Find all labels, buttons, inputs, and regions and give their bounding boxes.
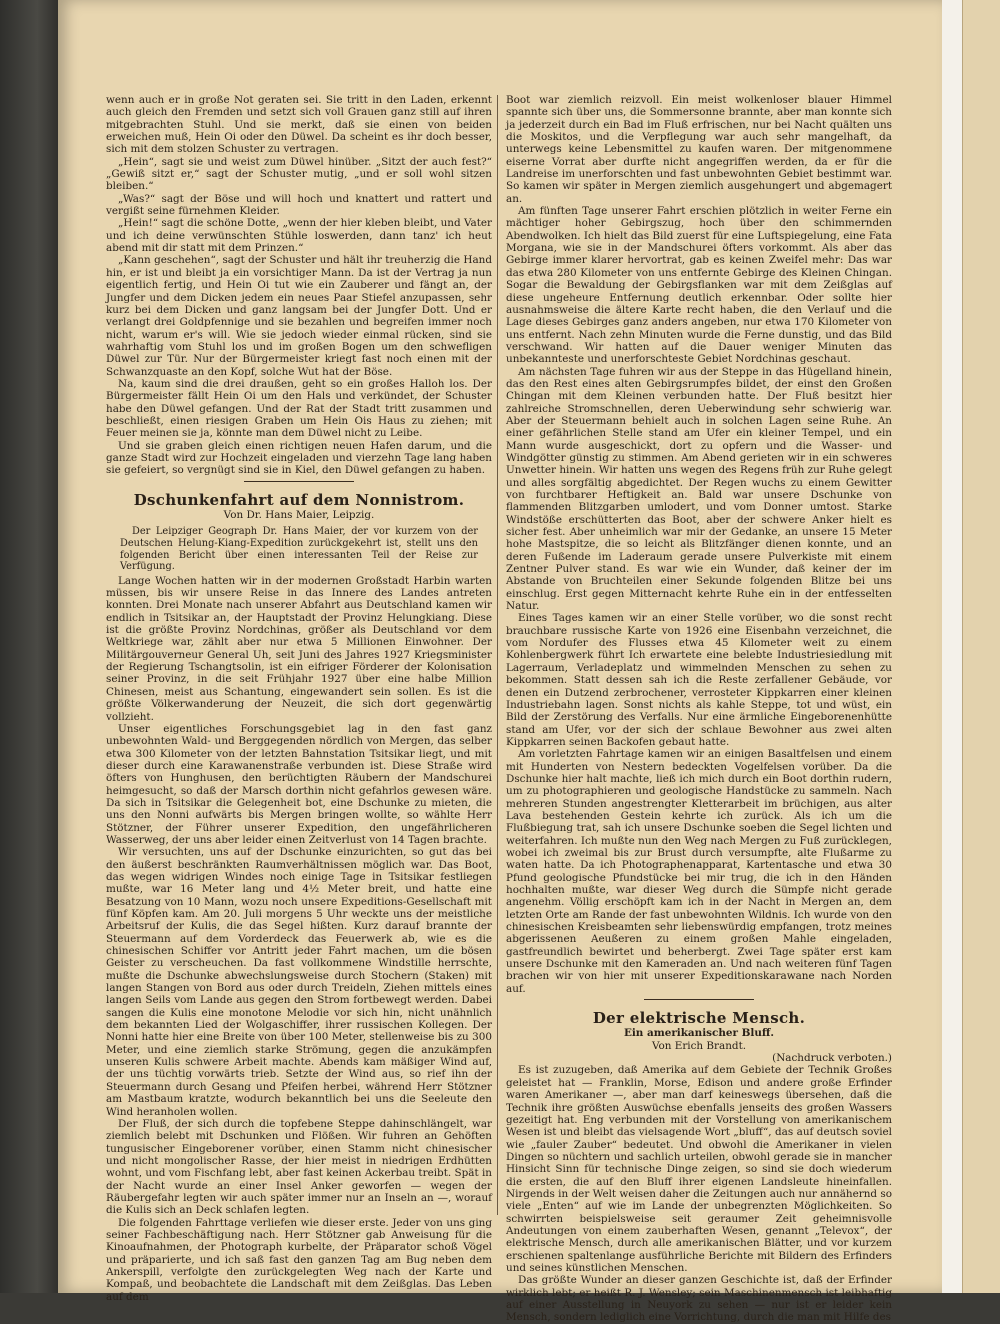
story-paragraph: „Hein!“ sagt die schöne Dotte, „wenn der hier kleben bleibt, und Vater und ich deine verwünschten Stühle loswerden, dann tanz' ich heut abend mit dir statt mit dem Prinzen.“ <box>106 217 492 255</box>
article-paragraph: Am fünften Tage unserer Fahrt erschien plötzlich in weiter Ferne ein mächtiger hoher Gebirgszug, hoch über den schimmernden Abendwolken. Ich hielt das Bild zuerst für eine Luftspiegelung, eine Fata Morgana, wie sie in der Mandschurei öfters vorkommt. Als aber das Gebirge immer klarer hervortrat, gab es keinen Zweifel mehr: Das war das etwa 280 Kilometer von uns entfernte Gebirge des Kleinen Chingan. Sogar die Bewaldung der Gebirgsflanken war mit dem Zeißglas auf diese ungeheure Entfernung deutlich erkennbar. Oder sollte hier ausnahmsweise die ältere Karte recht haben, die den Verlauf und die Lage dieses Gebirges ganz anders angeben, nur etwa 170 Kilometer von uns entfernt. Nach zehn Minuten wurde die Ferne dunstig, und das Bild verschwand. Wir hatten auf die Dauer weniger Minuten das unbekannteste und unerforschteste Gebiet Nordchinas geschaut. <box>506 205 892 366</box>
adjacent-page-edge <box>962 0 1000 1293</box>
article-paragraph: Die folgenden Fahrttage verliefen wie dieser erste. Jeder von uns ging seiner Fachbeschäftigung nach. Herr Stötzner gab Anweisung für die Kinoaufnahmen, der Photograph kurbelte, der Präparator schoß Vögel und präparierte, und ich saß fast den ganzen Tag am Bug neben dem Ankerspill, verfolgte den zurückgelegten Weg nach der Karte und Kompaß, und beobachtete die Landschaft mit dem Zeißglas. Das Leben auf dem <box>106 1216 492 1303</box>
article-paragraph: Unser eigentliches Forschungsgebiet lag in den fast ganz unbewohnten Wald- und Berggegenden nördlich von Mergen, das selber etwa 300 Kilometer von der letzten Bahnstation Tsitsikar liegt, und mit dieser durch eine Karawanenstraße verbunden ist. Diese Straße wird öfters von Hunghusen, den berüchtigten Räubern der Mandschurei heimgesucht, so daß der Marsch dorthin nicht gefahrlos gewesen wäre. Da sich in Tsitsikar die Gelegenheit bot, eine Dschunke zu mieten, die uns den Nonni aufwärts bis Mergen bringen wollte, so wählte Herr Stötzner, der Führer unserer Expedition, den ungefährlicheren Wasserweg, der uns aber leider einen Zeitverlust von 14 Tagen brachte. <box>106 722 492 846</box>
page-gap <box>942 0 962 1293</box>
section-rule <box>244 481 354 482</box>
article2-byline: Von Erich Brandt. <box>651 1039 747 1052</box>
article-paragraph: Wir versuchten, uns auf der Dschunke einzurichten, so gut das bei den äußerst beschränkten Raumverhältnissen möglich war. Das Boot, das wegen widrigen Windes noch einige Tage in Tsitsikar festliegen mußte, war 16 Meter lang und 4½ Meter breit, und hatte eine Besatzung von 10 Mann, wozu noch unsere Expeditions-Gesellschaft mit fünf Köpfen kam. Am 20. Juli morgens 5 Uhr weckte uns der meistliche Arbeitsruf der Kulis, die das Segel hißten. Kurz darauf brannte der Steuermann auf dem Vorderdeck das Feuerwerk ab, wie es die chinesischen Schiffer vor Antritt jeder Fahrt machen, um die bösen Geister zu verscheuchen. Da fast vollkommene Windstille herrschte, mußte die Dschunke abwechslungsweise durch Stochern (Staken) mit langen Stangen von Bord aus oder durch Treideln, Ziehen mittels eines langen Seils vom Lande aus gegen den Strom fortbewegt werden. Dabei sangen die Kulis eine monotone Melodie vor sich hin, nicht unähnlich dem bekannten Lied der Wolgaschiffer, ihrer russischen Kollegen. Der Nonni hatte hier eine Breite von über 100 Meter, stellenweise bis zu 300 Meter, und eine ziemlich starke Strömung, gegen die anzukämpfen unseren Kulis schwere Arbeit machte. Abends kam mäßiger Wind auf, der uns tüchtig vorwärts trieb. Setzte der Wind aus, so rief ihn der Steuermann durch Gesang und Pfeifen herbei, während Herr Stötzner am Mastbaum kratzte, wodurch bekanntlich bei uns die Seeleute den Wind heranholen wollen. <box>106 846 492 1118</box>
section-rule <box>644 999 754 1000</box>
story-paragraph: „Was?“ sagt der Böse und will hoch und knattert und rattert und vergißt seine fürnehmen Kleider. <box>106 192 492 218</box>
article-paragraph: Am nächsten Tage fuhren wir aus der Steppe in das Hügelland hinein, das den Rest eines alten Gebirgsrumpfes bildet, der einst den Großen Chingan mit dem Kleinen verbunden hatte. Der Fluß besitzt hier zahlreiche Stromschnellen, deren Ueberwindung sehr schwierig war. Aber der Steuermann behielt auch in solchen Lagen seine Ruhe. An einer gefährlichen Stelle stand am Ufer ein kleiner Tempel, und ein Mann wurde ausgeschickt, dort zu opfern und die Wasser- und Windgötter günstig zu stimmen. Am Abend gerieten wir in ein schweres Unwetter hinein. Wir hatten uns wegen des Regens früh zur Ruhe gelegt und alles sorgfältig abgedichtet. Der Regen wuchs zu einem Gewitter von furchtbarer Heftigkeit an. Bald war unsere Dschunke von flammenden Blitzgarben umlodert, und vom Donner umtost. Starke Windstöße erschütterten das Boot, aber der schwere Anker hielt es sicher fest. Aber unheimlich war mir der Gedanke, an unsere 15 Meter hohe Mastspitze, die so leicht als Blitzfänger dienen konnte, und an deren Fußende im Laderaum gerade unsere Pulverkiste mit einem Zentner Pulver stand. Es war wie ein Wunder, daß keiner der im Abstande von Bruchteilen einer Sekunde folgenden Blitze bei uns einschlug. Erst gegen Mitternacht kehrte Ruhe ein in der entfesselten Natur. <box>506 365 892 613</box>
article2-paragraph: Es ist zuzugeben, daß Amerika auf dem Gebiete der Technik Großes geleistet hat — Franklin, Morse, Edison und andere große Erfinder waren Amerikaner —, aber man darf keineswegs übersehen, daß die Technik ihre größten Auswüchse ebenfalls jenseits des großen Wassers gezeitigt hat. Eng verbunden mit der Vorstellung von amerikanischem Wesen ist und bleibt das vielsagende Wort „bluff“, das auf deutsch soviel wie „fauler Zauber“ bedeutet. Und obwohl die Amerikaner in vielen Dingen so nüchtern und sachlich urteilen, obwohl gerade sie in mancher Hinsicht Sinn für technische Dinge zeigen, so sind sie doch wiederum die ersten, die auf den Bluff ihrer eigenen Landsleute hineinfallen. Nirgends in der Welt weisen daher die Zeitungen auch nur annähernd so viele „Enten“ auf wie im Lande der unbegrenzten Möglichkeiten. So schwirrten beispielsweise seit geraumer Zeit geheimnisvolle Andeutungen von einem zauberhaften Wesen, genannt „Televox“, der elektrische Mensch, durch alle amerikanischen Blätter, und vor kurzem erschienen spaltenlange ausführliche Berichte mit Bildern des Erfinders und seines künstlichen Menschen. <box>506 1064 892 1274</box>
article-paragraph: Eines Tages kamen wir an einer Stelle vorüber, wo die sonst recht brauchbare russische Karte von 1926 eine Eisenbahn verzeichnet, die vom Nordufer des Flusses etwa 45 Kilometer weit zu einem Kohlenbergwerk führt Ich erwartete eine belebte Industriesiedlung mit Lagerraum, Verladeplatz und wimmelnden Menschen zu sehen zu bekommen. Statt dessen sah ich die Reste zerfallener Gebäude, vor denen ein Dutzend zerbrochener, verrosteter Kippkarren einer kleinen Industriebahn lagen. Sonst nichts als kahle Steppe, tot und wüst, ein Bild der Zerstörung des Verfalls. Nur eine ärmliche Eingeborenenhütte stand am Ufer, vor der sich der schlaue Bewohner aus zwei alten Kippkarren seinen Backofen gebaut hatte. <box>506 612 892 748</box>
right-column <box>506 94 892 1324</box>
article2-title: Der elektrische Mensch. <box>592 1009 806 1028</box>
article-paragraph: Boot war ziemlich reizvoll. Ein meist wolkenloser blauer Himmel spannte sich über uns, die Sommersonne brannte, aber man konnte sich ja jederzeit durch ein Bad im Fluß erfrischen, nur bei Nacht quälten uns die Moskitos, und die Verpflegung war auch sehr mangelhaft, da unterwegs keine Lebensmittel zu kaufen waren. Der mitgenommene eiserne Vorrat aber durfte nicht angegriffen werden, da er für die Landreise im unerforschten und fast unbewohnten Gebiet bestimmt war. So kamen wir später in Mergen ziemlich ausgehungert und abgemagert an. <box>506 94 892 205</box>
article2-paragraph: Das größte Wunder an dieser ganzen Geschichte ist, daß der Erfinder wirklich lebt; er heißt R. J. Wensley; sein Maschinenmensch ist leibhaftig auf einer Ausstellung in Neuyork zu sehen — nur ist er leider kein Mensch, sondern lediglich eine Vorrichtung, durch die man mit Hilfe des <box>506 1274 892 1324</box>
article-paragraph: Lange Wochen hatten wir in der modernen Großstadt Harbin warten müssen, bis wir unsere Reise in das Innere des Landes antreten konnten. Drei Monate nach unserer Abfahrt aus Deutschland kamen wir endlich in Tsitsikar an, der Hauptstadt der Provinz Helungkiang. Diese ist die größte Provinz Nordchinas, größer als Deutschland vor dem Weltkriege war, zählt aber nur etwa 5 Millionen Einwohner. Der Militärgouverneur General Uh, seit Juni des Jahres 1927 Kriegsminister der Regierung Tschangtsolin, ist ein eifriger Förderer der Kolonisation seiner Provinz, in die seit Frühjahr 1927 über eine halbe Million Chinesen, meist aus Schantung, eingewandert sein sollen. Es ist die größte Völkerwanderung der Neuzeit, die sich dort gegenwärtig vollzieht. <box>106 574 492 723</box>
article-paragraph: Der Fluß, der sich durch die topfebene Steppe dahinschlängelt, war ziemlich belebt mit Dschunken und Flößen. Wir fuhren an Gehöften tungusischer Eingeborener vorüber, einen Stamm nicht chinesischer und nicht mongolischer Rasse, der hier meist in niedrigen Erdhütten wohnt, und vom Fischfang lebt, aber fast keinen Ackerbau treibt. Spät in der Nacht wurde an einer Insel Anker geworfen — wegen der Räubergefahr legten wir auch später immer nur an Inseln an —, worauf die Kulis sich an Deck schlafen legten. <box>106 1117 492 1217</box>
article-byline: Von Dr. Hans Maier, Leipzig. <box>223 509 375 521</box>
book-binding <box>0 0 62 1293</box>
left-column <box>106 94 492 1303</box>
story-paragraph: wenn auch er in große Not geraten sei. Sie tritt in den Laden, erkennt auch gleich den Fremden und setzt sich voll Grauen ganz still auf ihren mitgebrachten Stuhl. Und sie merkt, daß sie einen von beiden erweichen muß, Hein Oi oder den Düwel. Da scheint es ihr doch besser, sich mit dem stolzen Schuster zu vertragen. <box>106 94 492 156</box>
story-paragraph: „Kann geschehen“, sagt der Schuster und hält ihr treuherzig die Hand hin, er ist und bleibt ja ein vorsichtiger Mann. Da ist der Vertrag ja nun eigentlich fertig, und Hein Oi tut wie ein Zauberer und fängt an, der Jungfer und dem Dicken jedem ein neues Paar Stiefel anzupassen, sehr kurz bei dem Dicken und ganz langsam bei der Jungfer Dott. Und er verlangt drei Goldpfennige und sie bezahlen und begreifen immer noch nicht, warum er's will. Wie sie jedoch wieder einmal rücken, sind sie wahrhaftig vom Stuhl los und im großen Bogen um den schwefligen Düwel zur Tür. Nur der Bürgermeister kriegt fast noch einen mit der Schwanzquaste an den Kopf, solche Wut hat der Böse. <box>106 254 492 378</box>
story-paragraph: Na, kaum sind die drei draußen, geht so ein großes Halloh los. Der Bürgermeister fällt Hein Oi um den Hals und verkündet, der Schuster habe den Düwel gefangen. Und der Rat der Stadt tritt zusammen und beschließt, einen riesigen Graben um Hein Ois Haus zu ziehen; mit Feuer meinen sie ja, könnte man dem Düwel nicht zu Leibe. <box>106 377 492 440</box>
article-intro: Der Leipziger Geograph Dr. Hans Maier, der vor kurzem von der Deutschen Helung-Kiang-Expedition zurückgekehrt ist, stellt uns den folgenden Bericht über einen interessanten Teil der Reise zur Verfügung. <box>120 526 478 573</box>
story-paragraph: Und sie graben gleich einen richtigen neuen Hafen darum, und die ganze Stadt wird zur Hochzeit eingeladen und vierzehn Tage lang haben sie gefeiert, so vergnügt sind sie in Kiel, den Düwel gefangen zu haben. <box>106 439 492 477</box>
article-title: Dschunkenfahrt auf dem Nonnistrom. <box>133 490 465 509</box>
column-divider <box>497 95 498 1215</box>
reprint-note: (Nachdruck verboten.) <box>772 1052 892 1065</box>
article2-subtitle: Ein amerikanischer Bluff. <box>623 1027 775 1040</box>
article-paragraph: Am vorletzten Fahrtage kamen wir an einigen Basaltfelsen und einem mit Hunderten von Nestern bedeckten Vogelfelsen vorüber. Da die Dschunke hier halt machte, ließ ich mich durch ein Boot dorthin rudern, um zu photographieren und geologische Handstücke zu sammeln. Nach mehreren Stunden angestrengter Kletterarbeit im brüchigen, aus alter Lava bestehenden Gestein kehrte ich zurück. Als ich um die Flußbiegung trat, sah ich unsere Dschunke soeben die Segel lichten und weiterfahren. Ich mußte nun den Weg nach Mergen zu Fuß zurücklegen, wobei ich zweimal bis zur Brust durch versumpfte, alte Flußarme zu waten hatte. Da ich Photographenapparat, Kartentasche und etwa 30 Pfund geologische Pfundstücke bei mir trug, die ich in den Händen hochhalten mußte, war dieser Weg durch die Sümpfe nicht gerade angenehm. Völlig erschöpft kam ich in der Nacht in Mergen an, dem letzten Orte am Rande der fast unbewohnten Wildnis. Ich wurde von den chinesischen Kreisbeamten sehr liebenswürdig empfangen, trotz meines abgerissenen Aeußeren zu einem großen Mahle eingeladen, gastfreundlich bewirtet und beherbergt. Zwei Tage später erst kam unsere Dschunke mit den Kameraden an. Und nach weiteren fünf Tagen brachen wir von hier mit unserer Expeditionskarawane nach Norden auf. <box>506 748 892 995</box>
story-paragraph: „Hein“, sagt sie und weist zum Düwel hinüber. „Sitzt der auch fest?“ „Gewiß sitzt er,“ sagt der Schuster mutig, „und er soll wohl sitzen bleiben.“ <box>106 155 492 193</box>
